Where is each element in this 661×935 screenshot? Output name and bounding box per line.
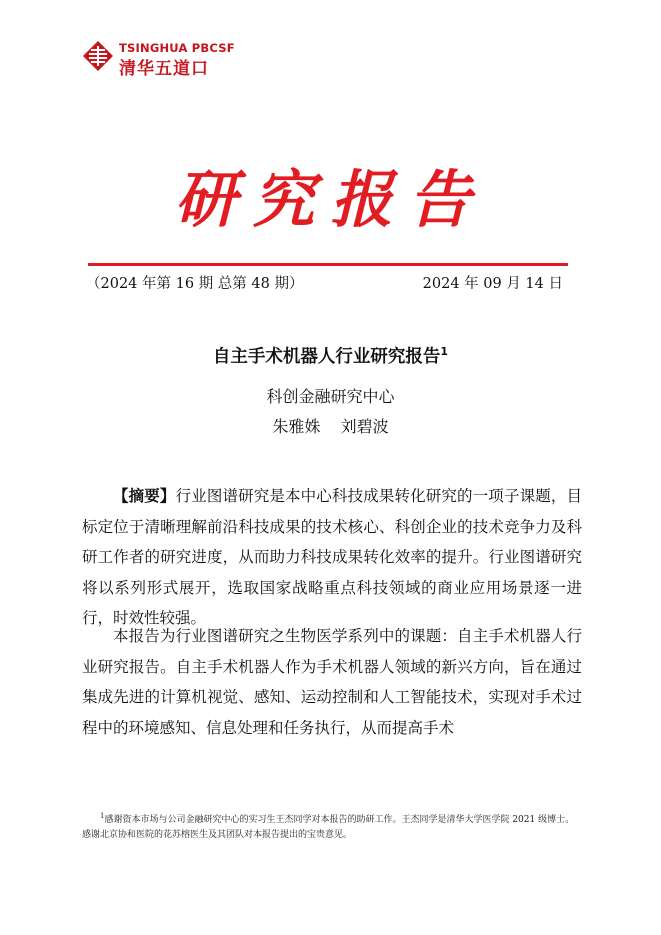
abstract-label: 【摘要】 [113, 487, 176, 505]
issue-date: 2024 年 09 月 14 日 [422, 276, 563, 292]
footnote-text: 感谢资本市场与公司金融研究中心的实习生王杰同学对本报告的助研工作。王杰同学是清华大学医学院 2021 级博士。感谢北京协和医院的花苏榕医生及其团队对本报告提出的宝贵意见。 [82, 815, 575, 840]
report-title [0, 343, 661, 368]
footnote-ref-mark: 1 [440, 345, 449, 359]
abstract-paragraph-2: 本报告为行业图谱研究之生物医学系列中的课题：自主手术机器人行业研究报告。自主手术机器人作为手术机器人领域的新兴方向，旨在通过集成先进的计算机视觉、感知、运动控制和人工智能技术，实现对手术过程中的环境感知、信息处理和任务执行，从而提高手术 [82, 627, 582, 737]
logo-mark-icon [82, 40, 114, 72]
logo-english-text: TSINGHUA PBCSF [119, 41, 235, 55]
footnote-mark: 1 [100, 812, 105, 820]
abstract-paragraph-1 [82, 481, 582, 634]
authors: 朱雅姝 刘碧波 [272, 417, 389, 436]
footnote [82, 809, 582, 843]
abstract-text-1: 行业图谱研究是本中心科技成果转化研究的一项子课题，目标定位于清晰理解前沿科技成果的技术核心、科创企业的技术竞争力及科研工作者的研究进度，从而助力科技成果转化效率的提升。行业图谱研究将以系列形式展开，选取国家战略重点科技领域的商业应用场景逐一进行，时效性较强。 [82, 487, 582, 627]
report-title-text: 自主手术机器人行业研究报告 [212, 347, 441, 367]
header-divider [88, 263, 568, 266]
tsinghua-pbcsf-logo [82, 38, 235, 79]
document-type-title: 研究报告 [174, 163, 487, 236]
logo-chinese-text: 清华五道口 [119, 59, 209, 79]
department: 科创金融研究中心 [266, 387, 395, 406]
issue-number: （2024 年第 16 期 总第 48 期） [86, 276, 304, 292]
